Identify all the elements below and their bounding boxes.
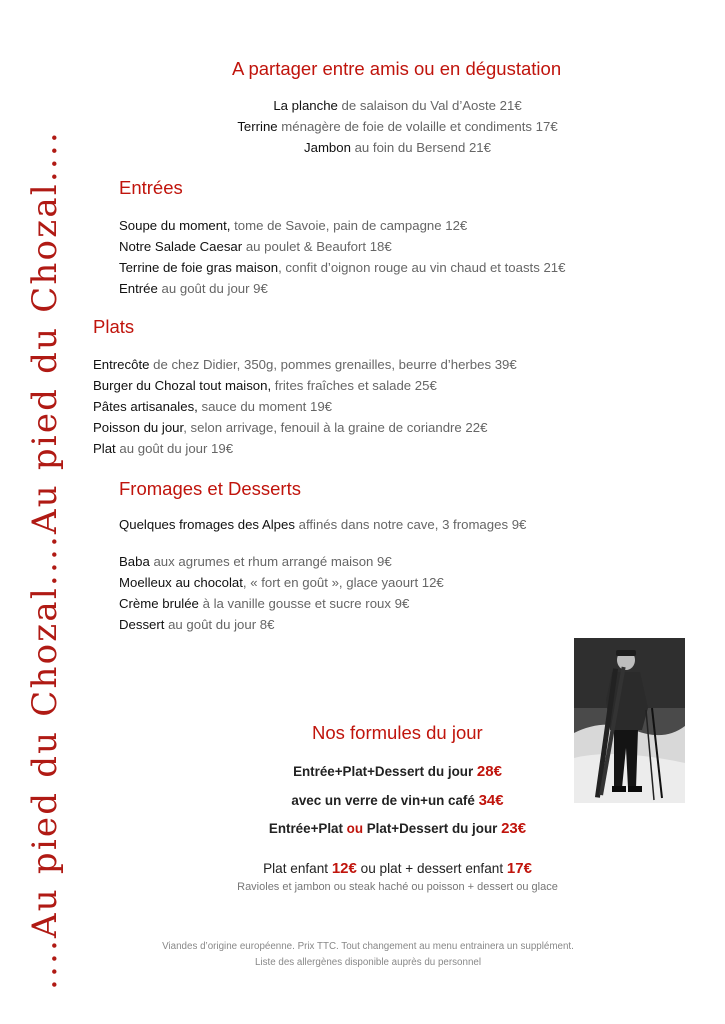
item-name: Poisson du jour xyxy=(93,420,184,435)
menu-item xyxy=(0,96,725,116)
item-name: Entrée xyxy=(119,281,158,296)
item-desc: de salaison du Val d’Aoste 21€ xyxy=(337,98,522,113)
menu-item xyxy=(0,138,725,158)
item-name: Quelques fromages des Alpes xyxy=(119,517,295,532)
menu-item xyxy=(119,237,392,257)
item-desc: au goût du jour 8€ xyxy=(164,617,275,632)
item-name: Jambon xyxy=(304,140,351,155)
footer-line-2: Liste des allergènes disponible auprès du personnel xyxy=(254,957,482,968)
formule-3-ou: ou xyxy=(346,821,364,836)
formule-2-text: avec un verre de vin+un café xyxy=(291,793,479,808)
item-name: Plat xyxy=(93,441,116,456)
item-name: Terrine de foie gras maison xyxy=(119,260,279,275)
formule-2 xyxy=(0,792,725,809)
item-desc: , confit d’oignon rouge au vin chaud et toasts 21€ xyxy=(278,260,566,275)
item-desc: , « fort en goût », glace yaourt 12€ xyxy=(242,575,444,590)
item-desc: au foin du Bersend 21€ xyxy=(350,140,491,155)
enfant-price-2: 17€ xyxy=(506,860,532,877)
formule-1-price: 28€ xyxy=(476,763,502,780)
item-name: Crème brulée xyxy=(119,596,199,611)
item-desc: sauce du moment 19€ xyxy=(197,399,332,414)
formule-2-price: 34€ xyxy=(478,792,504,809)
menu-item xyxy=(93,418,487,438)
menu-item xyxy=(119,594,409,614)
item-name: Pâtes artisanales, xyxy=(93,399,198,414)
menu-item xyxy=(93,397,332,417)
item-desc: de chez Didier, 350g, pommes grenailles, beurre d’herbes 39€ xyxy=(149,357,517,372)
formule-enfant xyxy=(0,860,725,877)
enfant-text-b: ou plat + dessert enfant xyxy=(356,861,507,876)
item-name: Dessert xyxy=(119,617,165,632)
menu-item xyxy=(119,515,526,535)
item-desc: , selon arrivage, fenouil à la graine de coriandre 22€ xyxy=(183,420,488,435)
item-name: La planche xyxy=(273,98,338,113)
menu-item xyxy=(119,279,268,299)
item-desc: aux agrumes et rhum arrangé maison 9€ xyxy=(149,554,392,569)
item-desc: au goût du jour 9€ xyxy=(157,281,268,296)
item-name: Moelleux au chocolat xyxy=(119,575,243,590)
menu-item xyxy=(119,573,444,593)
item-name: Notre Salade Caesar xyxy=(119,239,243,254)
item-name: Terrine xyxy=(237,119,278,134)
menu-item xyxy=(0,117,725,137)
menu-item xyxy=(119,216,467,236)
formule-3 xyxy=(0,820,725,837)
menu-item xyxy=(119,258,565,278)
formule-1 xyxy=(0,763,725,780)
menu-item xyxy=(119,615,274,635)
formules-title: Nos formules du jour xyxy=(312,722,483,743)
enfant-text-a: Plat enfant xyxy=(263,861,332,876)
item-name: Baba xyxy=(119,554,150,569)
formule-3-text-b: Plat+Dessert du jour xyxy=(363,821,502,836)
item-desc: ménagère de foie de volaille et condiments 17€ xyxy=(277,119,558,134)
section-title-entrees: Entrées xyxy=(119,177,183,198)
section-title-desserts: Fromages et Desserts xyxy=(119,478,301,499)
item-desc: au goût du jour 19€ xyxy=(115,441,234,456)
formule-3-text-a: Entrée+Plat xyxy=(268,821,347,836)
enfant-detail: Ravioles et jambon ou steak haché ou poisson + dessert ou glace xyxy=(237,881,558,893)
menu-item xyxy=(119,552,392,572)
formule-3-price: 23€ xyxy=(501,820,527,837)
footer-line-1: Viandes d’origine européenne. Prix TTC. Tout changement au menu entrainera un supplément. xyxy=(162,941,574,952)
menu-item xyxy=(93,439,233,459)
item-desc: à la vanille gousse et sucre roux 9€ xyxy=(198,596,410,611)
menu-item xyxy=(93,376,437,396)
formule-1-text: Entrée+Plat+Dessert du jour xyxy=(293,764,477,779)
item-desc: au poulet & Beaufort 18€ xyxy=(242,239,392,254)
item-desc: tome de Savoie, pain de campagne 12€ xyxy=(230,218,468,233)
vertical-side-text xyxy=(8,40,68,1000)
side-text-graphic xyxy=(8,40,68,1000)
section-title-partager: A partager entre amis ou en dégustation xyxy=(232,58,562,79)
item-name: Burger du Chozal tout maison, xyxy=(93,378,272,393)
side-text: ....Au pied du Chozal....Au pied du Chozal.... xyxy=(25,130,65,990)
item-desc: affinés dans notre cave, 3 fromages 9€ xyxy=(294,517,527,532)
item-name: Soupe du moment, xyxy=(119,218,231,233)
section-title-plats: Plats xyxy=(93,316,135,337)
item-name: Entrecôte xyxy=(93,357,150,372)
menu-item xyxy=(93,355,517,375)
enfant-price-1: 12€ xyxy=(331,860,357,877)
item-desc: frites fraîches et salade 25€ xyxy=(271,378,437,393)
